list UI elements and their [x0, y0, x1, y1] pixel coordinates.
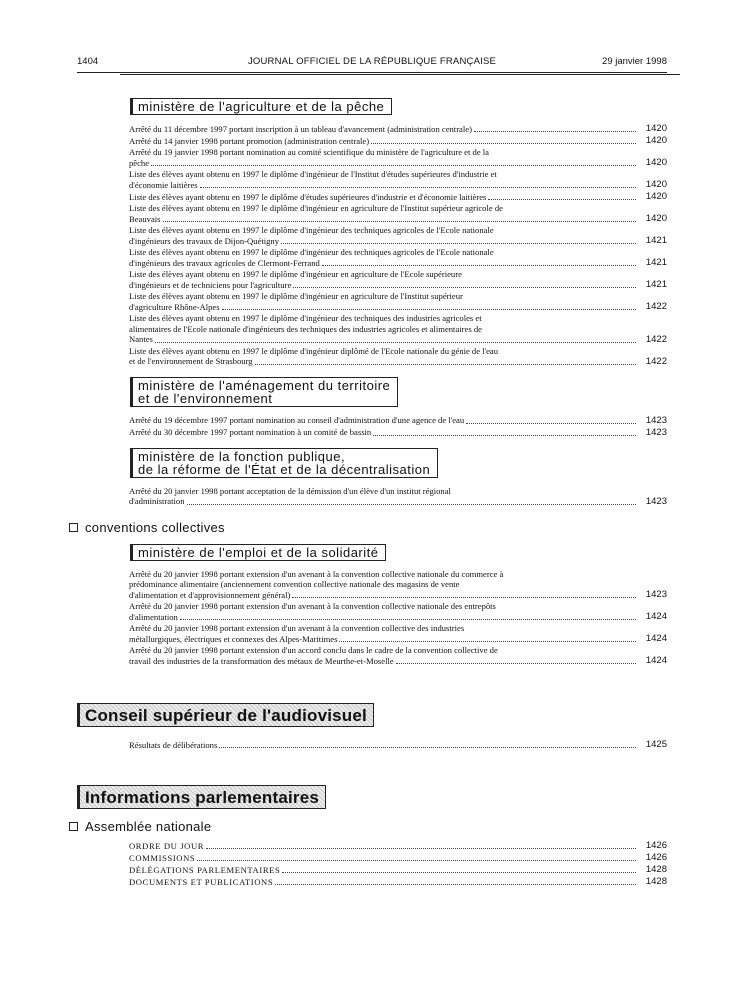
ministry-title-fonction-publique: ministère de la fonction publique, de la réforme de l'État et de la décentralisation [130, 448, 438, 478]
toc-entry-line: Arrêté du 20 janvier 1998 portant acceptation de la démission d'un élève d'un institut régional [129, 485, 451, 496]
toc-entry [129, 840, 667, 851]
toc-entry-text [129, 645, 639, 666]
toc-entry-line: d'alimentation [129, 611, 178, 622]
header-rule [77, 72, 667, 73]
entries-assemblee [129, 840, 667, 887]
table-of-contents [77, 98, 667, 888]
dot-leader [255, 364, 636, 365]
toc-entry-text [129, 740, 639, 751]
toc-entry-line: DOCUMENTS ET PUBLICATIONS [129, 876, 274, 887]
toc-entry-text [129, 169, 639, 190]
toc-entry-text [129, 486, 639, 507]
toc-entry-line: Liste des élèves ayant obtenu en 1997 le diplôme d'ingénieur en agriculture de l'Ecole supérieure [129, 269, 462, 279]
toc-entry-line: Arrêté du 14 janvier 1998 portant promotion (administration centrale) [129, 135, 370, 146]
dot-leader [339, 641, 636, 642]
toc-entry-text [129, 192, 639, 203]
dot-leader [187, 504, 637, 505]
toc-entry-line: ORDRE DU JOUR [129, 840, 205, 851]
toc-page-number: 1428 [645, 864, 667, 875]
toc-entry-text [129, 415, 639, 426]
toc-page-number: 1424 [645, 655, 667, 666]
dot-leader [219, 747, 636, 748]
dot-leader [282, 872, 636, 873]
dot-leader [200, 187, 636, 188]
toc-entry [129, 191, 667, 202]
toc-entry-text [129, 147, 639, 168]
toc-page-number: 1420 [645, 123, 667, 134]
toc-entry [129, 291, 667, 312]
toc-entry-line: Liste des élèves ayant obtenu en 1997 le diplôme d'ingénieur en agriculture de l'Institut supérieur agricole de [129, 203, 503, 213]
toc-entry-line: Arrêté du 11 décembre 1997 portant inscription à un tableau d'avancement (administration centrale) [129, 123, 472, 134]
dot-leader [292, 597, 636, 598]
toc-entry-line: COMMISSIONS [129, 852, 196, 863]
dot-leader [155, 342, 636, 343]
toc-entry [129, 415, 667, 426]
dot-leader [322, 265, 636, 266]
toc-entry-line: Arrêté du 20 janvier 1998 portant extension d'un accord conclu dans le cadre de la convention collective de [129, 645, 498, 655]
dot-leader [474, 131, 636, 132]
toc-page-number: 1428 [645, 876, 667, 887]
toc-entry-line: métallurgiques, électriques et connexes des Alpes-Maritimes [129, 633, 338, 644]
toc-entry [129, 645, 667, 666]
toc-page-number: 1420 [645, 157, 667, 168]
toc-entry-line: Arrêté du 30 décembre 1997 portant nomination à un comité de bassin [129, 427, 372, 437]
toc-entry [129, 147, 667, 168]
toc-entry-line: Liste des élèves ayant obtenu en 1997 le diplôme d'ingénieur de l'Institut d'études supérieures d'industrie et [129, 169, 497, 179]
toc-entry-line: Liste des élèves ayant obtenu en 1997 le diplôme d'études supérieures d'industrie et d'économie laitières [129, 191, 487, 202]
toc-entry [129, 203, 667, 224]
dot-leader [206, 848, 636, 849]
toc-entry-text [129, 427, 639, 438]
section-banner-csa: Conseil supérieur de l'audiovisuel [77, 703, 374, 727]
dot-leader [197, 860, 636, 861]
dot-leader [222, 309, 636, 310]
section-heading-conventions: conventions collectives [69, 520, 667, 535]
journal-title: JOURNAL OFFICIEL DE LA RÉPUBLIQUE FRANÇAISE [247, 56, 497, 67]
toc-entry [129, 269, 667, 290]
toc-entry-text [129, 346, 639, 367]
toc-page-number: 1422 [645, 301, 667, 312]
ministry-title-amenagement: ministère de l'aménagement du territoire et de l'environnement [130, 377, 398, 407]
toc-entry-line: d'ingénieurs des travaux de Dijon-Quétigny [129, 235, 279, 246]
toc-entry-line: pêche [129, 157, 150, 168]
toc-entry-line: d'ingénieurs des travaux agricoles de Clermont-Ferrand [129, 257, 320, 268]
toc-entry [129, 313, 667, 345]
section-heading-assemblee: Assemblée nationale [69, 819, 667, 834]
toc-page-number: 1423 [645, 414, 667, 426]
toc-page-number: 1424 [645, 611, 667, 622]
toc-entry-line: d'alimentation et d'approvisionnement général) [129, 589, 291, 600]
toc-entry [129, 569, 667, 601]
toc-page-number: 1425 [645, 739, 667, 750]
toc-entry-line: Liste des élèves ayant obtenu en 1997 le diplôme d'ingénieur diplômé de l'Ecole nationale du génie de l'eau [129, 345, 499, 356]
dot-leader [373, 435, 636, 436]
toc-entry-text [129, 853, 639, 864]
dot-leader [293, 287, 636, 288]
toc-entry-text [129, 841, 639, 852]
toc-page-number: 1422 [645, 355, 667, 367]
toc-entry [129, 864, 667, 875]
toc-entry [129, 123, 667, 134]
toc-page-number: 1423 [645, 426, 667, 438]
toc-entry [129, 739, 667, 750]
toc-entry [129, 135, 667, 146]
toc-entry-line: Arrêté du 19 janvier 1998 portant nomination au comité scientifique du ministère de l'agriculture et de la [129, 147, 489, 157]
dot-leader [281, 243, 636, 244]
toc-page-number: 1420 [645, 213, 667, 224]
toc-entry-line: d'agriculture Rhône-Alpes [129, 301, 220, 312]
toc-entry-line: Liste des élèves ayant obtenu en 1997 le diplôme d'ingénieur des techniques des industries agricoles et [129, 313, 482, 323]
toc-page-number: 1420 [645, 191, 667, 202]
toc-entry-text [129, 124, 639, 135]
dot-leader [371, 143, 636, 144]
toc-entry [129, 346, 667, 367]
toc-page-number: 1424 [645, 633, 667, 644]
dot-leader [488, 199, 636, 200]
toc-entry-line: Nantes [129, 334, 153, 344]
toc-entry-line: Liste des élèves ayant obtenu en 1997 le diplôme d'ingénieur des techniques agricoles de l'Ecole nationale [129, 225, 494, 235]
checkbox-bullet-icon [69, 523, 78, 532]
toc-page-number: 1420 [645, 179, 667, 190]
dot-leader [275, 884, 636, 885]
toc-page-number: 1426 [645, 852, 667, 863]
toc-entry-line: Arrêté du 20 janvier 1998 portant extension d'un avenant à la convention collective nationale des entrepôts [129, 601, 496, 611]
toc-entry-line: Arrêté du 20 janvier 1998 portant extension d'un avenant à la convention collective nationale du commerce à [129, 568, 504, 579]
issue-date: 29 janvier 1998 [602, 56, 667, 67]
dot-leader [163, 221, 636, 222]
toc-entry-line: alimentaires de l'Ecole nationale d'ingénieurs des techniques des industries agricoles et alimentaires de [129, 323, 482, 334]
toc-page-number: 1421 [645, 257, 667, 268]
toc-entry-line: d'économie laitières [129, 179, 198, 190]
toc-entry [129, 623, 667, 644]
toc-page-number: 1423 [645, 589, 667, 600]
toc-entry [129, 601, 667, 622]
page-header [77, 56, 667, 70]
toc-entry-line: d'administration [129, 496, 185, 506]
toc-entry-line: travail des industries de la transformation des métaux de Meurthe-et-Moselle [129, 655, 394, 666]
ministry-title-agriculture: ministère de l'agriculture et de la pêche [130, 98, 392, 115]
toc-entry-line: Liste des élèves ayant obtenu en 1997 le diplôme d'ingénieur en agriculture de l'Institut supérieur [129, 291, 463, 301]
toc-page-number: 1426 [645, 840, 667, 851]
toc-entry-text [129, 865, 639, 876]
header-rule-secondary [120, 74, 680, 75]
dot-leader [151, 165, 636, 166]
toc-entry-text [129, 136, 639, 147]
toc-entry-line: Liste des élèves ayant obtenu en 1997 le diplôme d'ingénieur des techniques agricoles de l'Ecole nationale [129, 247, 494, 257]
toc-entry-text [129, 313, 639, 345]
toc-entry-line: Résultats de délibérations [129, 739, 218, 750]
entries-agriculture [129, 123, 667, 367]
toc-page-number: 1420 [645, 135, 667, 146]
toc-entry-text [129, 269, 639, 290]
toc-entry [129, 247, 667, 268]
toc-entry-line: et de l'environnement de Strasbourg [129, 356, 253, 366]
toc-entry [129, 225, 667, 246]
toc-page-number: 1423 [645, 495, 667, 507]
toc-entry-text [129, 623, 639, 644]
dot-leader [396, 663, 636, 664]
toc-page-number: 1421 [645, 235, 667, 246]
toc-entry-text [129, 247, 639, 268]
toc-entry-line: prédominance alimentaire (anciennement convention collective nationale des magasins de vente [129, 579, 460, 589]
ministry-title-emploi: ministère de l'emploi et de la solidarité [130, 544, 386, 561]
section-banner-informations: Informations parlementaires [77, 785, 326, 809]
toc-entry [129, 427, 667, 438]
entries-conventions [129, 569, 667, 667]
toc-entry-text [129, 877, 639, 888]
toc-entry-text [129, 203, 639, 224]
toc-entry-text [129, 225, 639, 246]
toc-entry-line: Arrêté du 19 décembre 1997 portant nomination au conseil d'administration d'une agence de l'eau [129, 415, 465, 425]
toc-entry [129, 169, 667, 190]
toc-entry-line: DÉLÉGATIONS PARLEMENTAIRES [129, 864, 281, 875]
dot-leader [466, 423, 636, 424]
toc-entry-text [129, 601, 639, 622]
entries-fonction-publique [129, 486, 667, 507]
toc-entry-text [129, 291, 639, 312]
toc-entry-line: Beauvais [129, 213, 161, 224]
toc-page-number: 1422 [645, 333, 667, 345]
entries-amenagement [129, 415, 667, 438]
entries-csa [129, 739, 667, 750]
toc-entry-line: d'ingénieurs et de techniciens pour l'agriculture [129, 279, 292, 290]
dot-leader [180, 619, 636, 620]
toc-entry-text [129, 569, 639, 601]
checkbox-bullet-icon [69, 822, 78, 831]
toc-page-number: 1421 [645, 279, 667, 290]
toc-entry [129, 876, 667, 887]
toc-entry-line: Arrêté du 20 janvier 1998 portant extension d'un avenant à la convention collective des industries [129, 623, 465, 633]
toc-entry [129, 852, 667, 863]
page-number: 1404 [77, 56, 99, 67]
toc-entry [129, 486, 667, 507]
